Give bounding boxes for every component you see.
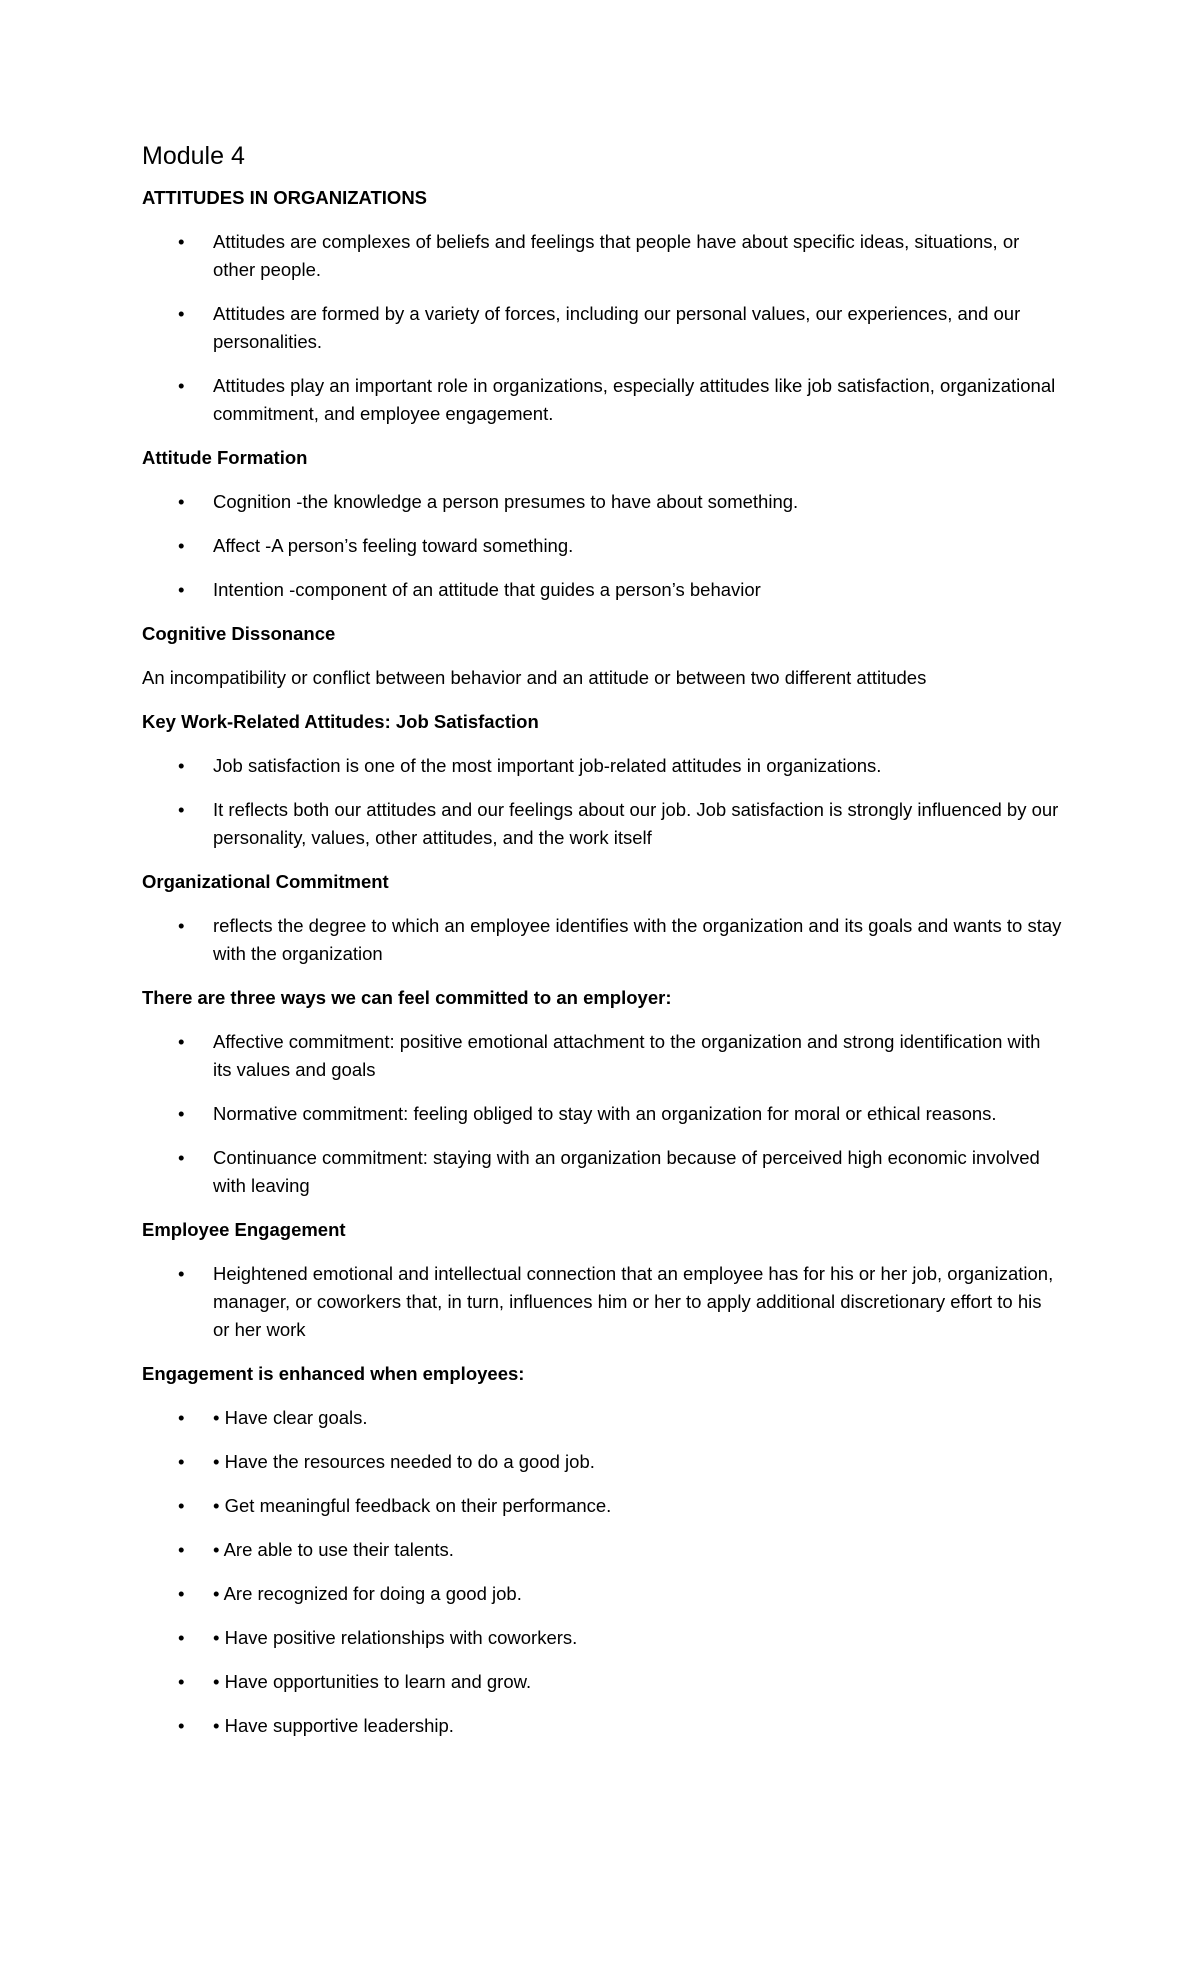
- list-item: [142, 912, 1062, 968]
- bullet-marker: •: [178, 915, 185, 936]
- section-heading-attitudes: ATTITUDES IN ORGANIZATIONS: [142, 187, 428, 208]
- bullet-marker: •: [178, 1539, 185, 1560]
- bullet-list-employee-engagement: [142, 1260, 1062, 1344]
- list-item-text: Job satisfaction is one of the most important job-related attitudes in organizations.: [213, 755, 882, 776]
- list-item: [142, 1144, 1062, 1200]
- list-item-text: Attitudes are complexes of beliefs and feelings that people have about specific ideas, situations, or other people.: [213, 231, 1020, 280]
- section-heading-employee-engagement: Employee Engagement: [142, 1219, 346, 1240]
- bullet-marker: •: [178, 1495, 185, 1516]
- document-title: Module 4: [142, 142, 245, 170]
- bullet-marker: •: [178, 1671, 185, 1692]
- bullet-list-job-satisfaction: [142, 752, 1062, 852]
- list-item: [142, 488, 1062, 516]
- bullet-marker: •: [178, 1715, 185, 1736]
- list-item-text: Attitudes are formed by a variety of forces, including our personal values, our experiences, and our personalities.: [213, 303, 1021, 352]
- bullet-marker: •: [178, 799, 185, 820]
- section-heading-attitude-formation: Attitude Formation: [142, 447, 308, 468]
- list-item: [142, 1536, 1062, 1564]
- list-item: [142, 1100, 1062, 1128]
- list-item: [142, 796, 1062, 852]
- bullet-marker: •: [178, 303, 185, 324]
- list-item-text: • Have the resources needed to do a good job.: [213, 1451, 595, 1472]
- bullet-marker: •: [178, 579, 185, 600]
- list-item: [142, 1624, 1062, 1652]
- list-item: [142, 1492, 1062, 1520]
- list-item: [142, 752, 1062, 780]
- list-item-text: Affect -A person’s feeling toward something.: [213, 535, 574, 556]
- bullet-marker: •: [178, 755, 185, 776]
- bullet-list-attitudes: [142, 228, 1062, 428]
- bullet-marker: •: [178, 1627, 185, 1648]
- document-page: [142, 140, 1062, 1756]
- paragraph-cognitive-dissonance: An incompatibility or conflict between behavior and an attitude or between two different attitudes: [142, 667, 927, 688]
- section-heading-engagement-enhanced: Engagement is enhanced when employees:: [142, 1363, 525, 1384]
- list-item-text: • Have clear goals.: [213, 1407, 368, 1428]
- list-item-text: Cognition -the knowledge a person presumes to have about something.: [213, 491, 799, 512]
- bullet-marker: •: [178, 535, 185, 556]
- list-item: [142, 1028, 1062, 1084]
- bullet-list-organizational-commitment: [142, 912, 1062, 968]
- bullet-marker: •: [178, 1407, 185, 1428]
- section-heading-cognitive-dissonance: Cognitive Dissonance: [142, 623, 336, 644]
- list-item-text: Intention -component of an attitude that guides a person’s behavior: [213, 579, 761, 600]
- list-item-text: Attitudes play an important role in organizations, especially attitudes like job satisfaction, organizational commitment, and employee engagement.: [213, 375, 1056, 424]
- bullet-marker: •: [178, 1583, 185, 1604]
- list-item-text: Normative commitment: feeling obliged to stay with an organization for moral or ethical reasons.: [213, 1103, 997, 1124]
- list-item: [142, 1404, 1062, 1432]
- list-item-text: It reflects both our attitudes and our feelings about our job. Job satisfaction is strongly influenced by our personality, values, other attitudes, and the work itself: [213, 799, 1059, 848]
- bullet-marker: •: [178, 231, 185, 252]
- bullet-marker: •: [178, 1263, 185, 1284]
- list-item-text: • Are able to use their talents.: [213, 1539, 454, 1560]
- bullet-list-engagement-enhanced: [142, 1404, 1062, 1740]
- bullet-marker: •: [178, 1147, 185, 1168]
- bullet-marker: •: [178, 375, 185, 396]
- bullet-list-commitment-types: [142, 1028, 1062, 1200]
- list-item: [142, 532, 1062, 560]
- section-heading-organizational-commitment: Organizational Commitment: [142, 871, 389, 892]
- list-item: [142, 1580, 1062, 1608]
- list-item-text: • Have positive relationships with coworkers.: [213, 1627, 578, 1648]
- section-heading-job-satisfaction: Key Work-Related Attitudes: Job Satisfaction: [142, 711, 539, 732]
- section-heading-commitment-types: There are three ways we can feel committed to an employer:: [142, 987, 672, 1008]
- list-item: [142, 1260, 1062, 1344]
- list-item: [142, 1668, 1062, 1696]
- list-item-text: Affective commitment: positive emotional attachment to the organization and strong identification with its values and goals: [213, 1031, 1041, 1080]
- list-item-text: • Have supportive leadership.: [213, 1715, 454, 1736]
- list-item: [142, 228, 1062, 284]
- bullet-marker: •: [178, 1103, 185, 1124]
- list-item: [142, 372, 1062, 428]
- bullet-marker: •: [178, 1031, 185, 1052]
- bullet-marker: •: [178, 1451, 185, 1472]
- list-item-text: reflects the degree to which an employee identifies with the organization and its goals and wants to stay with the organization: [213, 915, 1062, 964]
- bullet-list-attitude-formation: [142, 488, 1062, 604]
- list-item-text: • Are recognized for doing a good job.: [213, 1583, 522, 1604]
- list-item-text: • Get meaningful feedback on their performance.: [213, 1495, 612, 1516]
- list-item-text: • Have opportunities to learn and grow.: [213, 1671, 532, 1692]
- list-item-text: Heightened emotional and intellectual connection that an employee has for his or her job, organization, manager, or coworkers that, in turn, influences him or her to apply additional discretionary effort to his or her work: [213, 1263, 1054, 1340]
- list-item-text: Continuance commitment: staying with an organization because of perceived high economic involved with leaving: [213, 1147, 1040, 1196]
- bullet-marker: •: [178, 491, 185, 512]
- list-item: [142, 1712, 1062, 1740]
- list-item: [142, 300, 1062, 356]
- list-item: [142, 1448, 1062, 1476]
- list-item: [142, 576, 1062, 604]
